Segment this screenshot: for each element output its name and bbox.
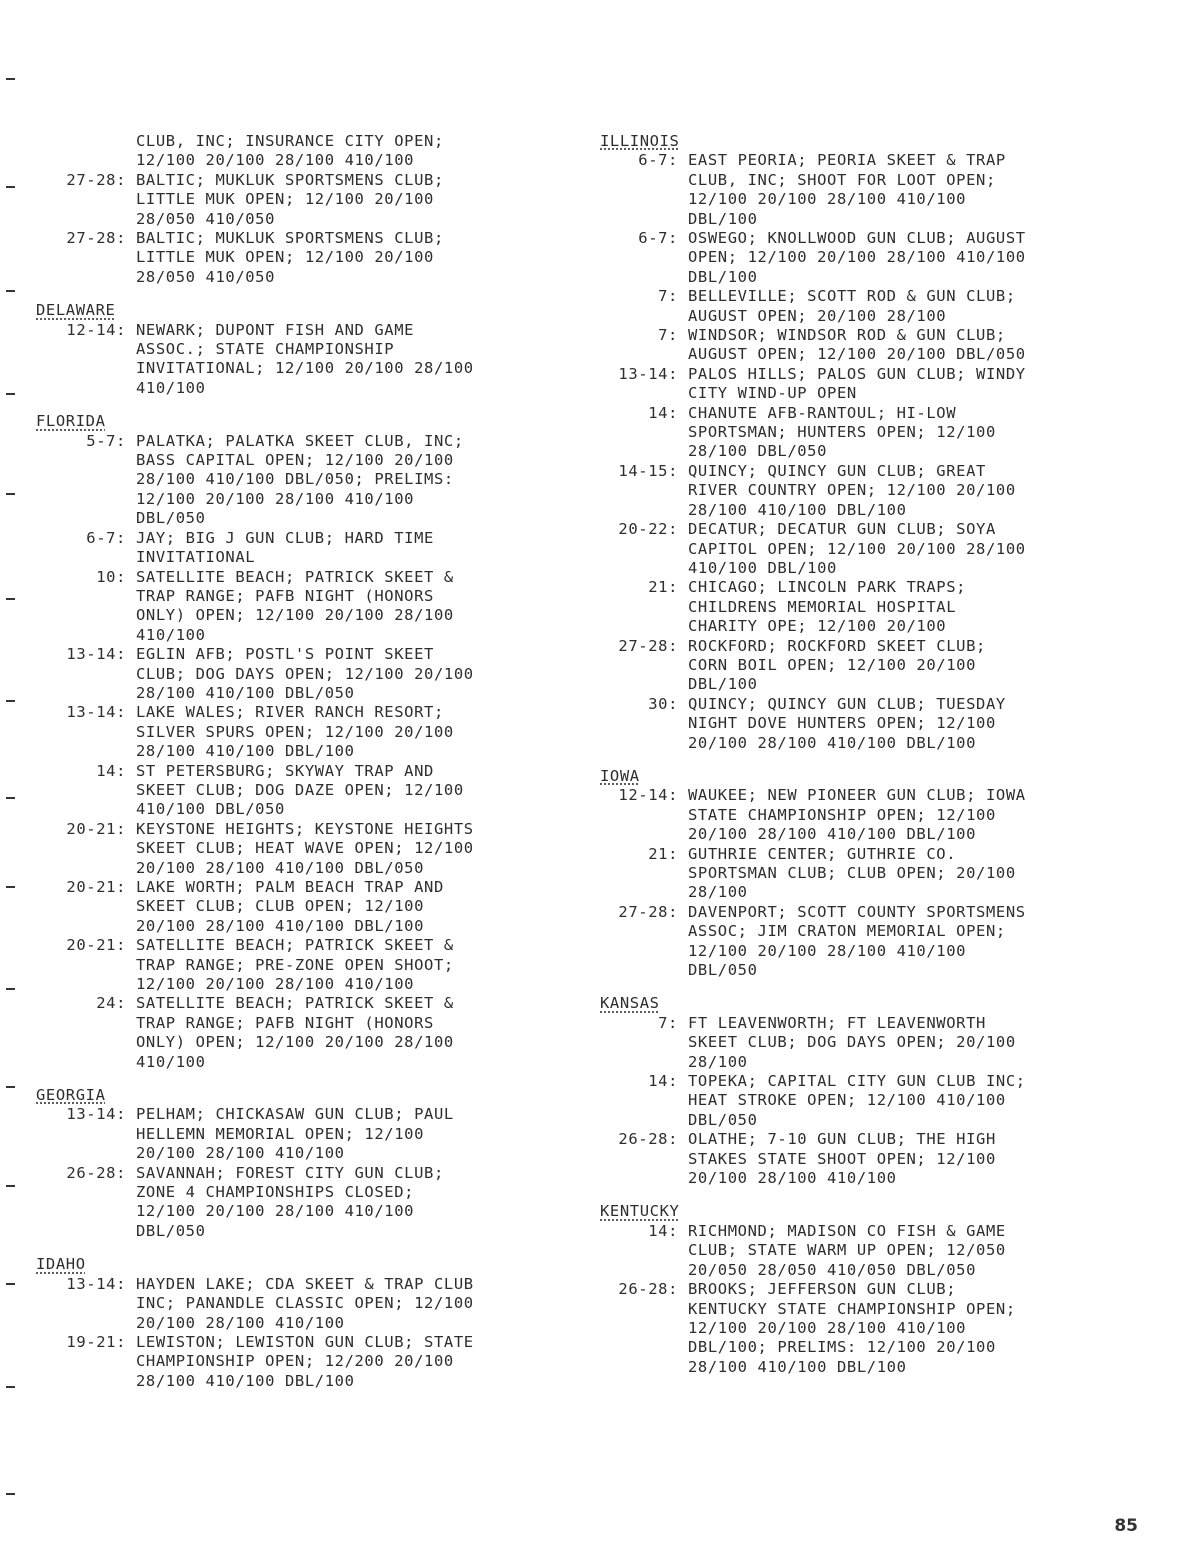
event-entry — [600, 1222, 1140, 1280]
state-heading: GEORGIA — [36, 1086, 106, 1105]
event-description: NEWARK; DUPONT FISH AND GAME ASSOC.; STATE CHAMPIONSHIP INVITATIONAL; 12/100 20/100 28/100 410/100 — [136, 320, 474, 397]
event-date: 13-14: — [66, 1274, 126, 1293]
event-entry — [36, 1333, 566, 1391]
margin-mark — [6, 78, 15, 80]
event-date: 27-28: — [618, 902, 678, 921]
event-description: DECATUR; DECATUR GUN CLUB; SOYA CAPITOL OPEN; 12/100 20/100 28/100 410/100 DBL/100 — [688, 520, 1026, 577]
event-date — [36, 132, 136, 171]
state-section — [600, 132, 1140, 753]
event-date: 26-28: — [66, 1163, 126, 1182]
event-description: BALTIC; MUKLUK SPORTSMENS CLUB; LITTLE MUK OPEN; 12/100 20/100 28/050 410/050 — [136, 229, 444, 286]
event-date: 27-28: — [618, 636, 678, 655]
event-entry — [600, 1072, 1140, 1130]
event-entry — [36, 529, 566, 568]
event-date: 14: — [648, 1072, 678, 1091]
event-description: HAYDEN LAKE; CDA SKEET & TRAP CLUB INC; PANANDLE CLASSIC OPEN; 12/100 20/100 28/100 410/100 — [136, 1274, 474, 1332]
event-entry — [600, 1014, 1140, 1072]
event-entry — [36, 703, 566, 761]
event-description: PALATKA; PALATKA SKEET CLUB, INC; BASS CAPITAL OPEN; 12/100 20/100 28/100 410/100 DBL/050; PRELIMS: 12/100 20/100 28/100 410/100 DBL/050 — [136, 431, 464, 528]
event-description: DAVENPORT; SCOTT COUNTY SPORTSMENS ASSOC; JIM CRATON MEMORIAL OPEN; 12/100 20/100 28/100 410/100 DBL/050 — [688, 902, 1026, 980]
state-heading: IDAHO — [36, 1255, 86, 1274]
event-entry — [36, 432, 566, 529]
event-date: 26-28: — [618, 1130, 678, 1149]
event-description: LAKE WALES; RIVER RANCH RESORT; SILVER SPURS OPEN; 12/100 20/100 28/100 410/100 DBL/100 — [136, 703, 454, 761]
margin-mark — [6, 290, 15, 292]
event-description: ROCKFORD; ROCKFORD SKEET CLUB; CORN BOIL OPEN; 12/100 20/100 DBL/100 — [688, 636, 986, 694]
event-date: 12-14: — [618, 786, 678, 805]
event-entry — [36, 645, 566, 703]
event-entry — [600, 845, 1140, 903]
event-description: SATELLITE BEACH; PATRICK SKEET & TRAP RANGE; PAFB NIGHT (HONORS ONLY) OPEN; 12/100 20/100 28/100 410/100 — [136, 994, 454, 1071]
event-description: PALOS HILLS; PALOS GUN CLUB; WINDY CITY WIND-UP OPEN — [688, 364, 1026, 403]
event-entry — [600, 365, 1140, 404]
event-description: LAKE WORTH; PALM BEACH TRAP AND SKEET CLUB; CLUB OPEN; 12/100 20/100 28/100 410/100 DBL/100 — [136, 878, 444, 935]
event-description: SATELLITE BEACH; PATRICK SKEET & TRAP RANGE; PRE-ZONE OPEN SHOOT; 12/100 20/100 28/100 410/100 — [136, 936, 454, 994]
event-date: 20-21: — [66, 878, 126, 896]
event-description: JAY; BIG J GUN CLUB; HARD TIME INVITATIONAL — [136, 528, 434, 567]
event-date: 6-7: — [638, 229, 678, 248]
event-entry — [600, 326, 1140, 365]
event-entry — [600, 578, 1140, 636]
state-heading: KANSAS — [600, 994, 660, 1013]
event-entry — [600, 903, 1140, 981]
event-description: FT LEAVENWORTH; FT LEAVENWORTH SKEET CLUB; DOG DAYS OPEN; 20/100 28/100 — [688, 1013, 1016, 1071]
state-section — [36, 1255, 566, 1391]
event-entry — [600, 786, 1140, 844]
event-description: EGLIN AFB; POSTL'S POINT SKEET CLUB; DOG DAYS OPEN; 12/100 20/100 28/100 410/100 DBL/050 — [136, 645, 474, 702]
event-date: 7: — [658, 1013, 678, 1032]
event-description: QUINCY; QUINCY GUN CLUB; GREAT RIVER COUNTRY OPEN; 12/100 20/100 28/100 410/100 DBL/100 — [688, 461, 1016, 519]
event-description: SATELLITE BEACH; PATRICK SKEET & TRAP RANGE; PAFB NIGHT (HONORS ONLY) OPEN; 12/100 20/100 28/100 410/100 — [136, 567, 454, 644]
event-description: EAST PEORIA; PEORIA SKEET & TRAP CLUB, INC; SHOOT FOR LOOT OPEN; 12/100 20/100 28/100 410/100 DBL/100 — [688, 151, 1006, 228]
event-entry — [600, 404, 1140, 462]
event-description: WAUKEE; NEW PIONEER GUN CLUB; IOWA STATE CHAMPIONSHIP OPEN; 12/100 20/100 28/100 410/100 DBL/100 — [688, 786, 1026, 844]
margin-mark — [6, 797, 15, 799]
state-heading: ILLINOIS — [600, 132, 680, 150]
event-entry — [36, 878, 566, 936]
event-description: BELLEVILLE; SCOTT ROD & GUN CLUB; AUGUST OPEN; 20/100 28/100 — [688, 287, 1016, 325]
event-entry — [600, 462, 1140, 520]
event-entry — [36, 994, 566, 1072]
margin-mark — [6, 886, 15, 888]
event-entry — [36, 171, 566, 229]
state-heading: DELAWARE — [36, 301, 116, 320]
event-description: PELHAM; CHICKASAW GUN CLUB; PAUL HELLEMN MEMORIAL OPEN; 12/100 20/100 28/100 410/100 — [136, 1105, 454, 1163]
event-entry — [600, 520, 1140, 578]
event-date: 13-14: — [618, 364, 678, 383]
event-date: 7: — [658, 326, 678, 345]
event-date: 6-7: — [638, 151, 678, 170]
margin-mark — [6, 1086, 15, 1088]
state-section — [36, 1086, 566, 1241]
event-description: CHICAGO; LINCOLN PARK TRAPS; CHILDRENS MEMORIAL HOSPITAL CHARITY OPE; 12/100 20/100 — [688, 578, 967, 636]
state-section — [600, 767, 1140, 980]
event-date: 14: — [96, 761, 126, 780]
event-date: 13-14: — [66, 645, 126, 664]
event-date: 13-14: — [66, 1105, 126, 1124]
event-date: 20-21: — [66, 936, 126, 955]
event-date: 10: — [96, 567, 126, 586]
event-entry — [36, 936, 566, 994]
event-date: 27-28: — [66, 229, 126, 248]
margin-mark — [6, 988, 15, 990]
event-date: 27-28: — [66, 170, 126, 189]
margin-mark — [6, 700, 15, 702]
event-description: ST PETERSBURG; SKYWAY TRAP AND SKEET CLUB; DOG DAZE OPEN; 12/100 410/100 DBL/050 — [136, 761, 464, 819]
event-entry — [36, 229, 566, 287]
event-entry — [600, 637, 1140, 695]
event-description: OLATHE; 7-10 GUN CLUB; THE HIGH STAKES STATE SHOOT OPEN; 12/100 20/100 28/100 410/100 — [688, 1130, 996, 1188]
event-entry — [36, 1164, 566, 1242]
event-description: BROOKS; JEFFERSON GUN CLUB; KENTUCKY STATE CHAMPIONSHIP OPEN; 12/100 20/100 28/100 410/100 DBL/100; PRELIMS: 12/100 20/100 28/100 410/100 DBL/100 — [688, 1280, 1016, 1376]
event-date: 6-7: — [86, 528, 126, 547]
event-entry — [36, 568, 566, 646]
event-description: SAVANNAH; FOREST CITY GUN CLUB; ZONE 4 CHAMPIONSHIPS CLOSED; 12/100 20/100 28/100 410/100 DBL/050 — [136, 1163, 444, 1240]
event-date: 20-21: — [66, 819, 126, 838]
event-description: RICHMOND; MADISON CO FISH & GAME CLUB; STATE WARM UP OPEN; 12/050 20/050 28/050 410/050 DBL/050 — [688, 1221, 1006, 1279]
event-description: BALTIC; MUKLUK SPORTSMENS CLUB; LITTLE MUK OPEN; 12/100 20/100 28/050 410/050 — [136, 170, 444, 228]
event-date: 21: — [648, 578, 678, 597]
state-section — [600, 1202, 1140, 1377]
event-entry — [600, 229, 1140, 287]
event-date: 7: — [658, 287, 678, 306]
state-section — [36, 412, 566, 1072]
event-description: TOPEKA; CAPITAL CITY GUN CLUB INC; HEAT STROKE OPEN; 12/100 410/100 DBL/050 — [688, 1072, 1026, 1129]
state-section — [36, 301, 566, 398]
event-entry — [36, 321, 566, 399]
event-entry — [600, 695, 1140, 753]
margin-mark — [6, 1283, 15, 1285]
state-section — [36, 132, 566, 287]
event-description: WINDSOR; WINDSOR ROD & GUN CLUB; AUGUST OPEN; 12/100 20/100 DBL/050 — [688, 326, 1026, 364]
state-heading: FLORIDA — [36, 412, 106, 431]
margin-mark — [6, 1386, 15, 1388]
left-column — [36, 132, 566, 1391]
margin-mark — [6, 493, 15, 495]
page-number: 85 — [1114, 1516, 1138, 1536]
event-date: 12-14: — [66, 320, 126, 339]
event-date: 13-14: — [66, 703, 126, 722]
event-date: 14: — [648, 1221, 678, 1240]
state-heading: IOWA — [600, 766, 640, 785]
event-date: 26-28: — [618, 1280, 678, 1299]
event-description: OSWEGO; KNOLLWOOD GUN CLUB; AUGUST OPEN; 12/100 20/100 28/100 410/100 DBL/100 — [688, 229, 1026, 286]
margin-mark — [6, 1493, 15, 1495]
state-section — [600, 994, 1140, 1188]
event-date: 19-21: — [66, 1332, 126, 1351]
event-entry — [600, 151, 1140, 229]
margin-mark — [6, 1185, 15, 1187]
event-description: QUINCY; QUINCY GUN CLUB; TUESDAY NIGHT DOVE HUNTERS OPEN; 12/100 20/100 28/100 410/100 DBL/100 — [688, 694, 1006, 752]
event-date: 14-15: — [618, 461, 678, 480]
event-date: 24: — [96, 994, 126, 1013]
margin-mark — [6, 186, 15, 188]
event-entry — [600, 1130, 1140, 1188]
event-entry — [36, 1275, 566, 1333]
margin-mark — [6, 393, 15, 395]
event-entry — [36, 1105, 566, 1163]
event-entry — [36, 132, 566, 171]
event-date: 5-7: — [86, 431, 126, 450]
event-description: LEWISTON; LEWISTON GUN CLUB; STATE CHAMPIONSHIP OPEN; 12/200 20/100 28/100 410/100 DBL/100 — [136, 1332, 474, 1390]
event-date: 20-22: — [618, 520, 678, 539]
event-entry — [36, 820, 566, 878]
event-description: KEYSTONE HEIGHTS; KEYSTONE HEIGHTS SKEET CLUB; HEAT WAVE OPEN; 12/100 20/100 28/100 410/100 DBL/050 — [136, 819, 474, 877]
right-column — [600, 132, 1140, 1377]
event-date: 21: — [648, 844, 678, 863]
event-description: CLUB, INC; INSURANCE CITY OPEN; 12/100 20/100 28/100 410/100 — [136, 132, 444, 170]
event-description: GUTHRIE CENTER; GUTHRIE CO. SPORTSMAN CLUB; CLUB OPEN; 20/100 28/100 — [688, 844, 1016, 902]
event-entry — [600, 1280, 1140, 1377]
state-heading: KENTUCKY — [600, 1202, 680, 1221]
event-date: 14: — [648, 403, 678, 422]
margin-mark — [6, 598, 15, 600]
event-entry — [600, 287, 1140, 326]
event-date: 30: — [648, 694, 678, 713]
event-entry — [36, 762, 566, 820]
event-description: CHANUTE AFB-RANTOUL; HI-LOW SPORTSMAN; HUNTERS OPEN; 12/100 28/100 DBL/050 — [688, 403, 996, 461]
